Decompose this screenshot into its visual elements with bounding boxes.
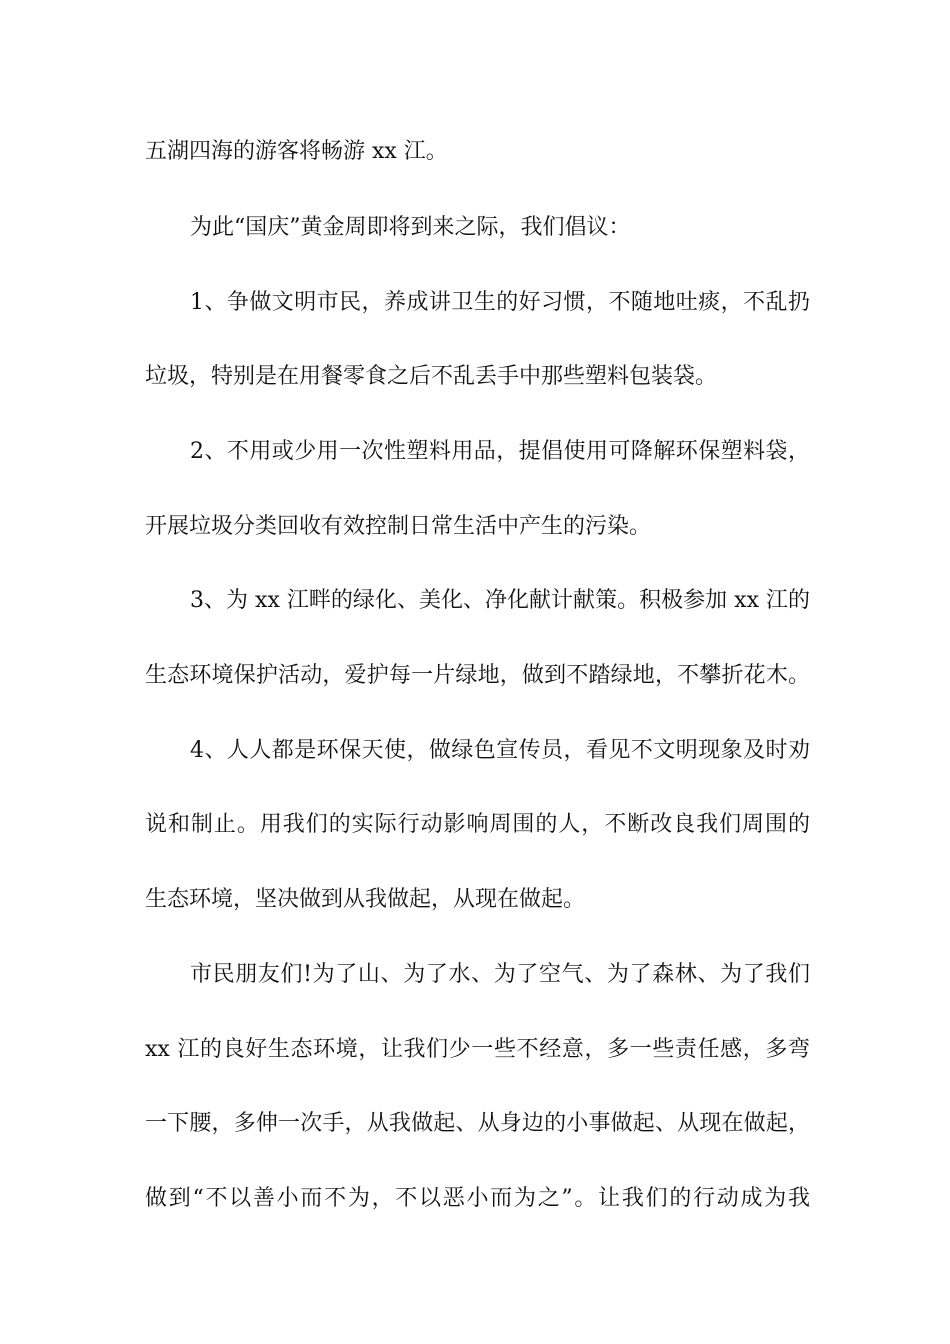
text-line-9: 4、人人都是环保天使，做绿色宣传员，看见不文明现象及时劝 (190, 738, 810, 763)
text-line-5: 2、不用或少用一次性塑料用品，提倡使用可降解环保塑料袋， (190, 439, 810, 464)
text-line-12: 市民朋友们!为了山、为了水、为了空气、为了森林、为了我们 (190, 962, 810, 987)
text-line-14: 一下腰，多伸一次手，从我做起、从身边的小事做起、从现在做起， (145, 1111, 810, 1136)
text-line-15: 做到“不以善小而不为，不以恶小而为之”。让我们的行动成为我 (145, 1186, 810, 1211)
text-line-2: 为此“国庆”黄金周即将到来之际，我们倡议： (190, 215, 631, 240)
text-line-4: 垃圾，特别是在用餐零食之后不乱丢手中那些塑料包装袋。 (145, 364, 718, 389)
text-line-10: 说和制止。用我们的实际行动影响周围的人，不断改良我们周围的 (145, 812, 810, 837)
text-line-7: 3、为 xx 江畔的绿化、美化、净化献计献策。积极参加 xx 江的 (190, 588, 810, 613)
text-line-3: 1、争做文明市民，养成讲卫生的好习惯，不随地吐痰，不乱扔 (190, 290, 810, 315)
text-line-6: 开展垃圾分类回收有效控制日常生活中产生的污染。 (145, 514, 652, 539)
text-line-8: 生态环境保护活动，爱护每一片绿地，做到不踏绿地，不攀折花木。 (145, 663, 810, 688)
text-line-13: xx 江的良好生态环境，让我们少一些不经意，多一些责任感，多弯 (145, 1037, 810, 1062)
text-line-11: 生态环境，坚决做到从我做起，从现在做起。 (145, 887, 586, 912)
text-line-1: 五湖四海的游客将畅游 xx 江。 (145, 139, 448, 164)
